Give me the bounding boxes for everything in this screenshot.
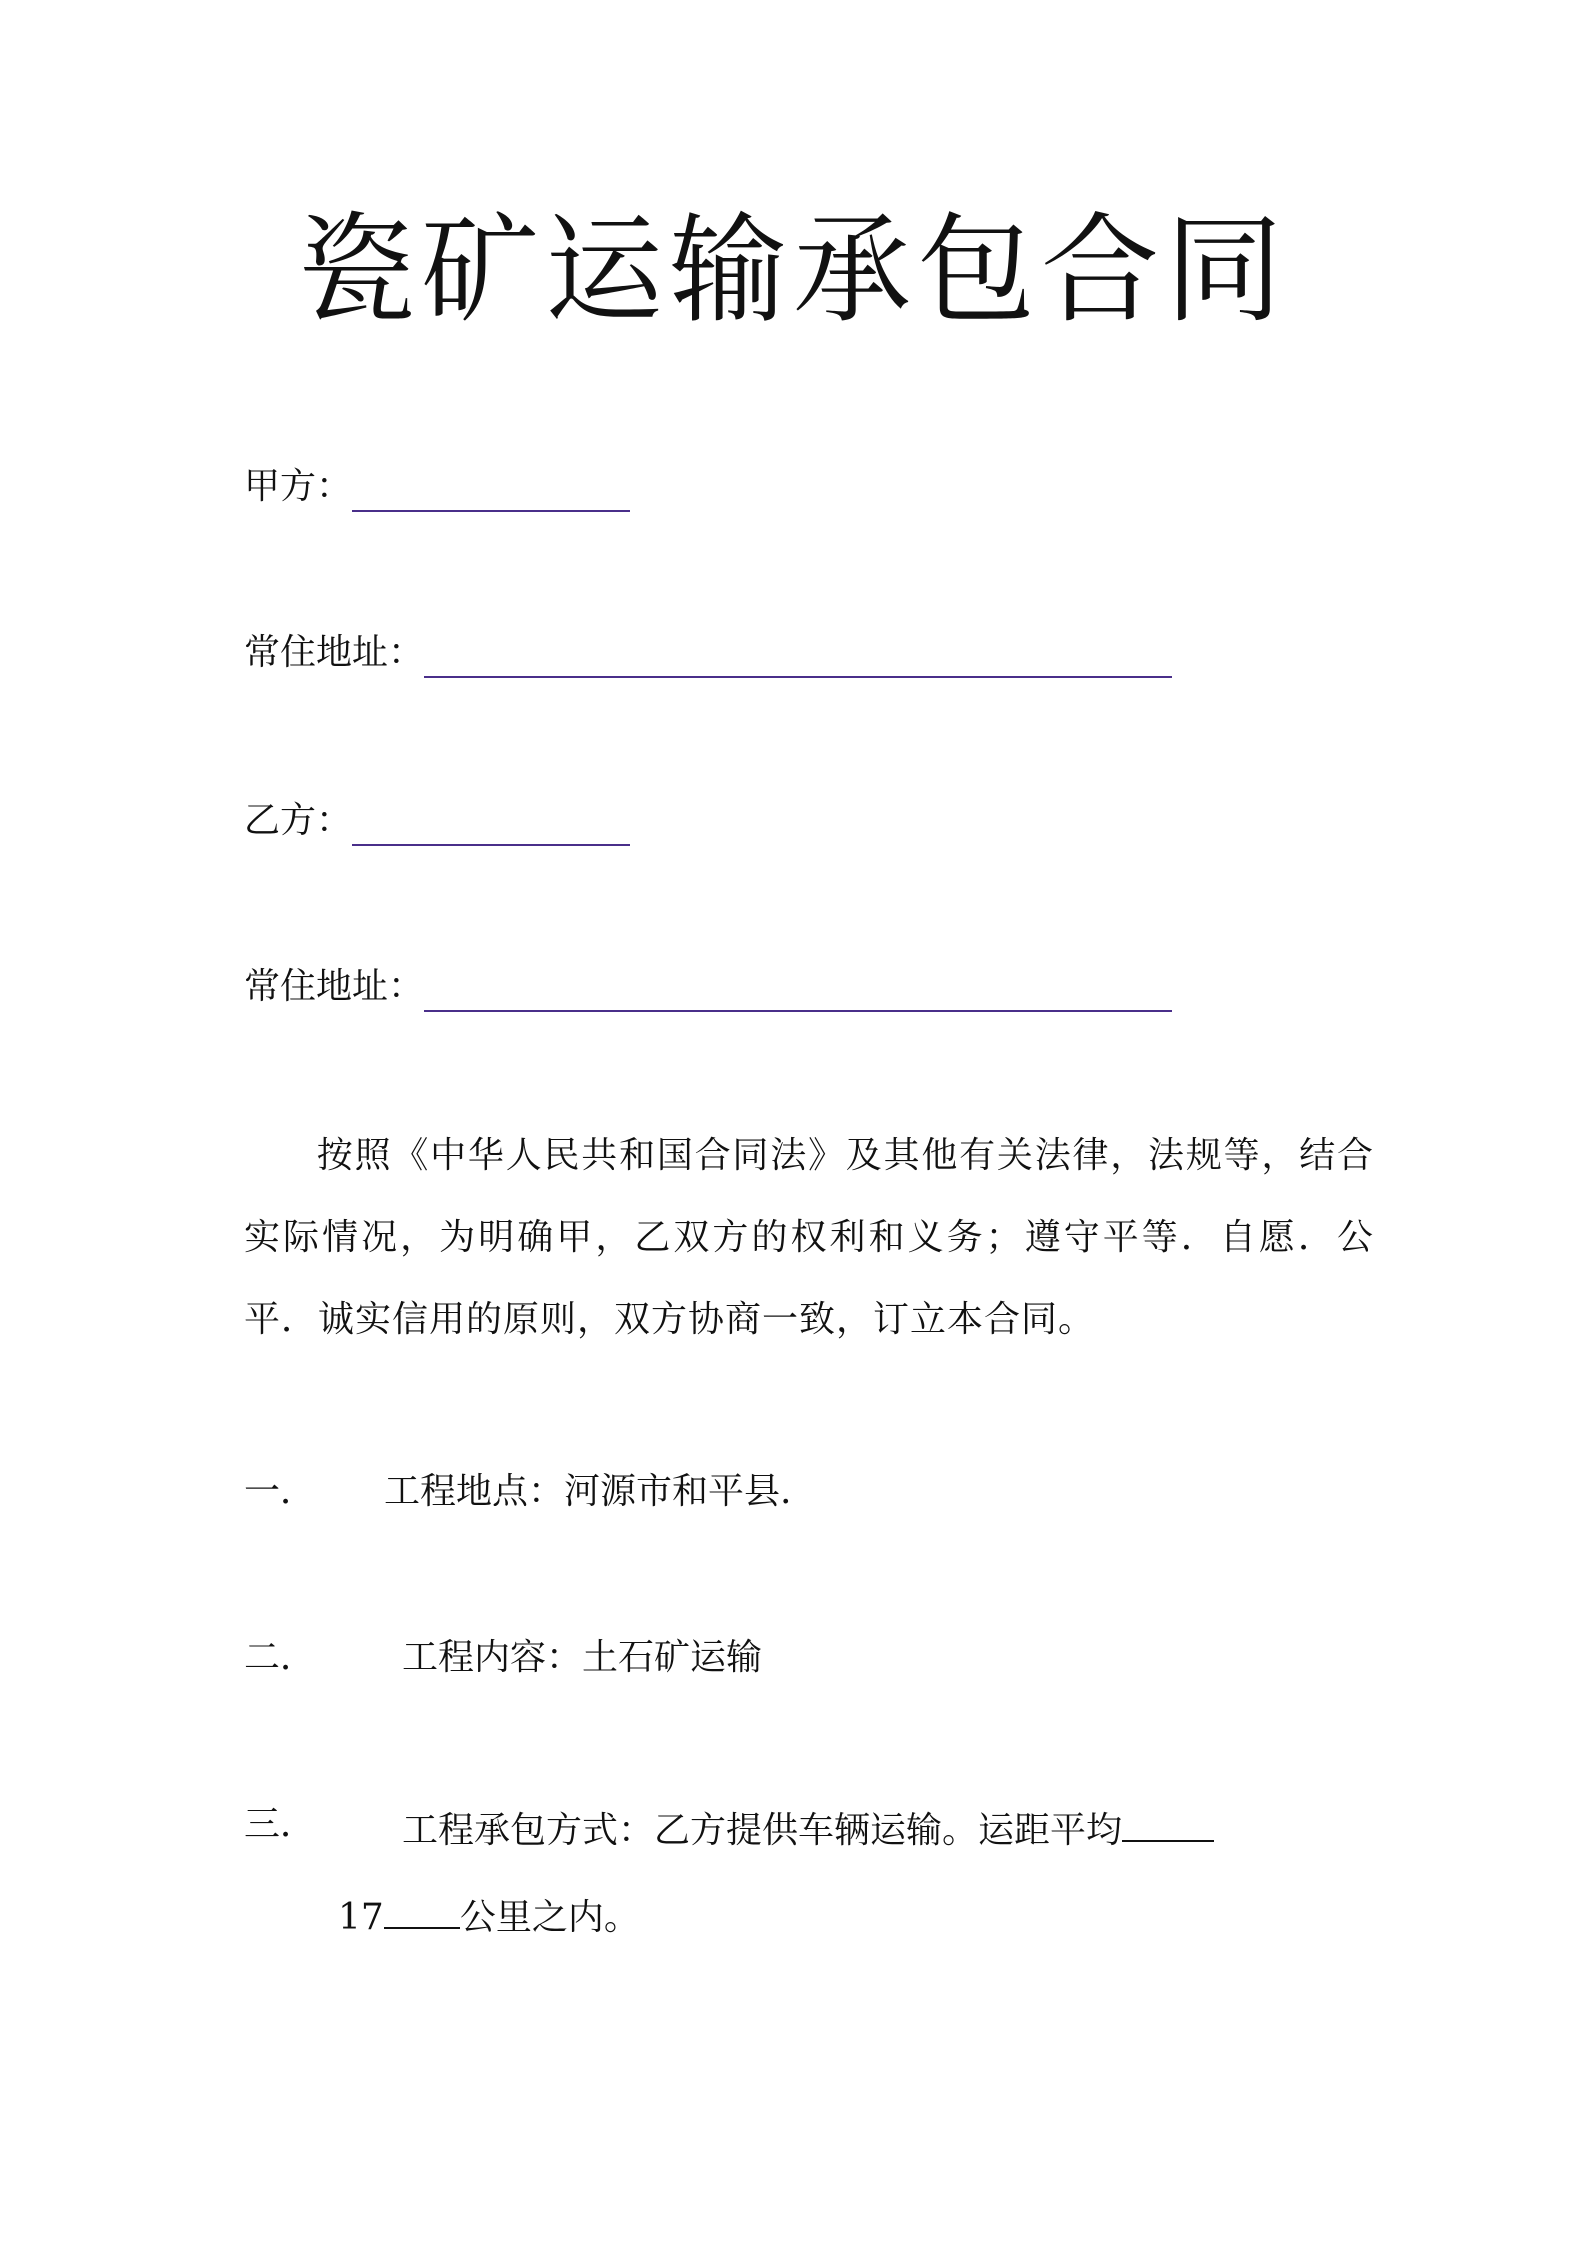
party-b-address-label: 常住地址： [244,966,425,1007]
party-a-label: 甲方： [244,466,353,507]
party-b-address-field [244,962,1172,1012]
clause-number: 二． [244,1637,317,1678]
clause-text: 工程内容：土石矿运输 [402,1637,763,1678]
party-a-address-field [244,628,1172,678]
clause-number: 三． [244,1804,317,1845]
party-a-field [244,462,630,512]
distance-suffix: 公里之内。 [459,1897,640,1938]
clause-text: 工程承包方式：乙方提供车辆运输。运距平均 [402,1810,1123,1851]
distance-value: 17 [338,1897,384,1938]
preamble-paragraph [244,1115,1374,1361]
party-b-address-blank[interactable] [424,968,1172,1012]
party-b-label: 乙方： [244,800,353,841]
clause-3-continuation [338,1887,640,1943]
party-a-address-blank[interactable] [424,634,1172,678]
party-a-blank[interactable] [352,468,630,512]
document-title: 瓷矿运输承包合同 [296,201,1289,339]
distance-blank-lead[interactable] [1122,1800,1214,1842]
clause-number: 一． [244,1471,317,1512]
preamble-text: 按照《中华人民共和国合同法》及其他有关法律，法规等，结合实际情况，为明确甲，乙双方的权利和义务；遵守平等．自愿．公平．诚实信用的原则，双方协商一致，订立本合同。 [244,1135,1374,1340]
party-b-field [244,796,630,846]
party-b-blank[interactable] [352,802,630,846]
party-a-address-label: 常住地址： [244,632,425,673]
distance-blank-trail[interactable] [384,1887,460,1929]
clause-text: 工程地点：河源市和平县. [384,1471,792,1512]
